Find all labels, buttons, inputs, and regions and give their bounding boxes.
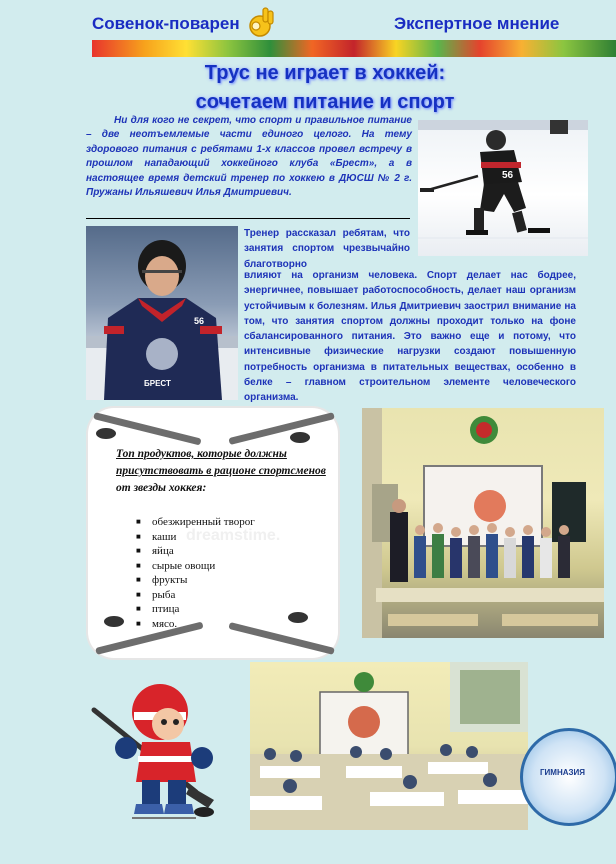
school-logo [520, 728, 616, 826]
jersey-team-name: БРЕСТ [144, 379, 171, 388]
products-list [136, 515, 255, 631]
section-title: Совенок-поварен [92, 14, 240, 33]
photo-player-portrait [86, 226, 238, 400]
jersey-number: 56 [502, 170, 514, 181]
products-card-heading: Топ продуктов, которые должны присутствовать в рационе спортсменов [116, 448, 326, 477]
list-item: ■ птица [136, 602, 255, 617]
puck [290, 432, 310, 443]
list-item: ■ сырые овощи [136, 559, 255, 574]
article-title-line1: Трус не играет в хоккей: [204, 62, 446, 84]
intro-paragraph: Ни для кого не секрет, что спорт и правильное питание – две неотъемлемые части единого целого. На тему здорового питания с ребятами 1-х классов провел встречу в прошлом нападающий хоккейного клуба «Брест», а в настоящее время детский тренер по хоккею в ДЮСШ № 2 г. Пружаны Ильяшевич Илья Дмитриевич. [86, 115, 412, 199]
list-item: ■ каши [136, 530, 255, 545]
fruit-banner [92, 40, 616, 57]
list-item: ■ мясо. [136, 617, 255, 632]
section-subtitle: Экспертное мнение [394, 14, 560, 33]
ok-hand-icon [246, 6, 276, 40]
puck [288, 612, 308, 623]
list-item: ■ рыба [136, 588, 255, 603]
puck [96, 428, 116, 439]
body-paragraph: влияют на организм человека. Спорт делает нас бодрее, энергичнее, повышает работоспособность, делает наш организм устойчивым к болезням. Илья Дмитриевич заострил внимание на том, что занятия спортом должны проходит только на фоне сбалансированного питания. Это важно еще и потому, что интенсивные физические нагрузки создают повышенную потребность организма в питательных веществах, особенно в белке – главном строительном элементе человеческого организма. [244, 270, 576, 404]
school-logo-text: ГИМНАЗИЯ [540, 768, 586, 777]
watermark-text: dreamstime. [186, 527, 281, 544]
shoulder-number: 56 [194, 316, 205, 326]
photo-class-group [362, 408, 604, 638]
products-card-title [116, 446, 330, 497]
hockey-kid-illustration [86, 672, 236, 824]
list-item: ■ яйца [136, 544, 255, 559]
list-item: ■ фрукты [136, 573, 255, 588]
photo-classroom [250, 662, 528, 830]
puck [104, 616, 124, 627]
products-card-subtitle: от звезды хоккея: [116, 482, 207, 494]
article-title-line2: сочетаем питание и спорт [195, 91, 455, 113]
list-item: ■ обезжиренный творог [136, 515, 255, 530]
photo-skating-player [418, 120, 588, 256]
divider [86, 218, 410, 219]
body-paragraph-start: Тренер рассказал ребятам, что занятия спортом чрезвычайно благотворно [244, 228, 410, 270]
